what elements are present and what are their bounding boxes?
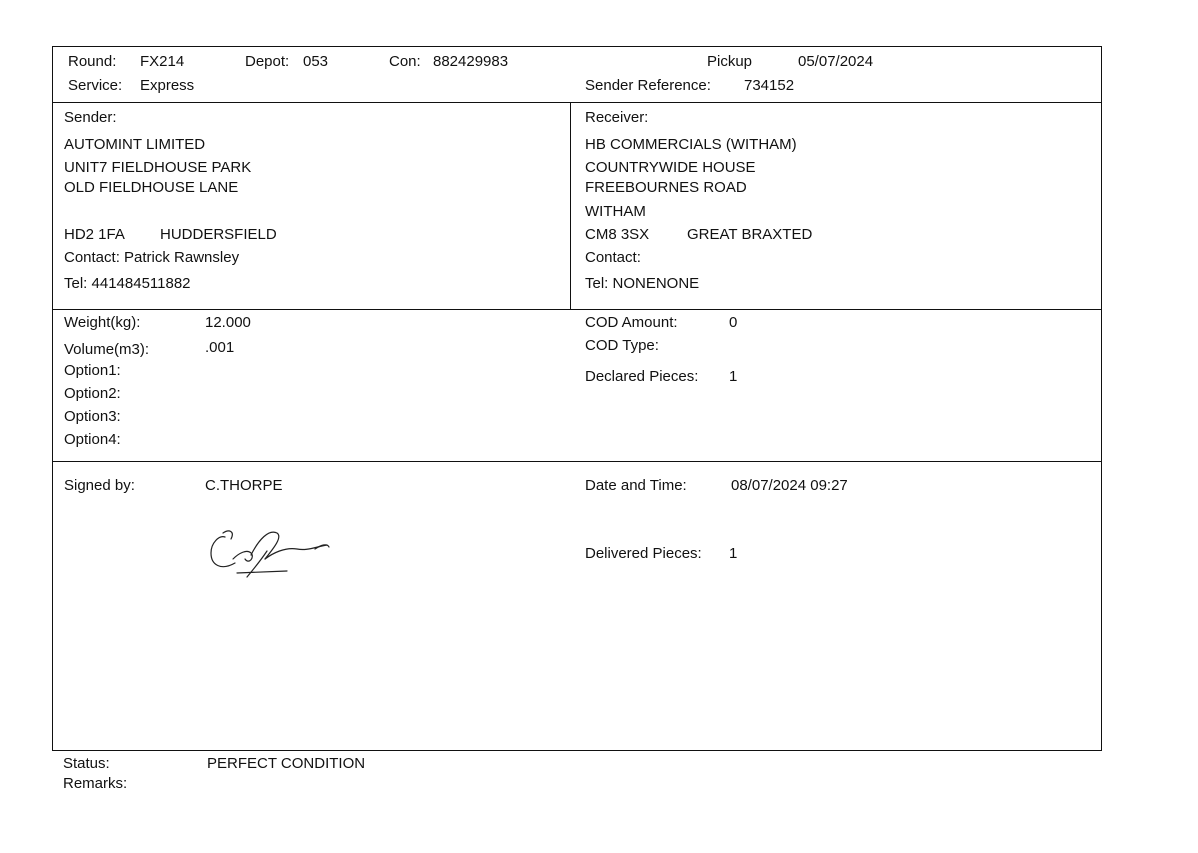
service-label: Service: [68, 77, 123, 94]
receiver-line-1: HB COMMERCIALS (WITHAM) [585, 136, 797, 153]
delivered-pieces-label: Delivered Pieces: [585, 545, 702, 562]
sender-reference-label: Sender Reference: [585, 77, 711, 94]
receiver-line-4: WITHAM [585, 203, 646, 220]
sender-line-2: UNIT7 FIELDHOUSE PARK [64, 159, 252, 176]
datetime-label: Date and Time: [585, 477, 687, 494]
signed-by-label: Signed by: [64, 477, 135, 494]
divider-header [53, 102, 1101, 103]
declared-pieces-label: Declared Pieces: [585, 368, 699, 385]
option4-label: Option4: [64, 431, 121, 448]
divider-details [53, 461, 1101, 462]
receiver-postcode: CM8 3SX [585, 226, 650, 243]
receiver-line-3: FREEBOURNES ROAD [585, 179, 747, 196]
receiver-contact: Contact: [585, 249, 641, 266]
weight-value: 12.000 [205, 314, 251, 331]
cod-type-label: COD Type: [585, 337, 659, 354]
option2-label: Option2: [64, 385, 121, 402]
delivery-form [52, 46, 1102, 751]
receiver-line-2: COUNTRYWIDE HOUSE [585, 159, 756, 176]
status-label: Status: [63, 755, 110, 772]
round-value: FX214 [140, 53, 185, 70]
sender-line-3: OLD FIELDHOUSE LANE [64, 179, 239, 196]
receiver-heading: Receiver: [585, 109, 649, 126]
con-value: 882429983 [433, 53, 509, 70]
cod-amount-value: 0 [729, 314, 738, 331]
receiver-town: GREAT BRAXTED [687, 226, 813, 243]
option1-label: Option1: [64, 362, 121, 379]
round-label: Round: [68, 53, 117, 70]
volume-label: Volume(m3): [64, 341, 150, 358]
signed-by-value: C.THORPE [205, 477, 283, 494]
sender-reference-value: 734152 [744, 77, 795, 94]
depot-value: 053 [303, 53, 329, 70]
sender-tel: Tel: 441484511882 [64, 275, 191, 292]
declared-pieces-value: 1 [729, 368, 738, 385]
sender-postcode: HD2 1FA [64, 226, 125, 243]
pickup-date: 05/07/2024 [798, 53, 874, 70]
service-value: Express [140, 77, 195, 94]
receiver-tel: Tel: NONENONE [585, 275, 700, 292]
remarks-label: Remarks: [63, 775, 128, 792]
volume-value: .001 [205, 339, 235, 356]
weight-label: Weight(kg): [64, 314, 141, 331]
sender-line-1: AUTOMINT LIMITED [64, 136, 206, 153]
sender-town: HUDDERSFIELD [160, 226, 277, 243]
status-value: PERFECT CONDITION [207, 755, 366, 772]
cod-amount-label: COD Amount: [585, 314, 678, 331]
pickup-label: Pickup [707, 53, 753, 70]
datetime-value: 08/07/2024 09:27 [731, 477, 848, 494]
signature-image [203, 519, 343, 579]
option3-label: Option3: [64, 408, 121, 425]
depot-label: Depot: [245, 53, 290, 70]
delivered-pieces-value: 1 [729, 545, 738, 562]
con-label: Con: [389, 53, 421, 70]
divider-addresses [53, 309, 1101, 310]
sender-contact: Contact: Patrick Rawnsley [64, 249, 240, 266]
sender-heading: Sender: [64, 109, 117, 126]
divider-sender-receiver [570, 102, 571, 309]
